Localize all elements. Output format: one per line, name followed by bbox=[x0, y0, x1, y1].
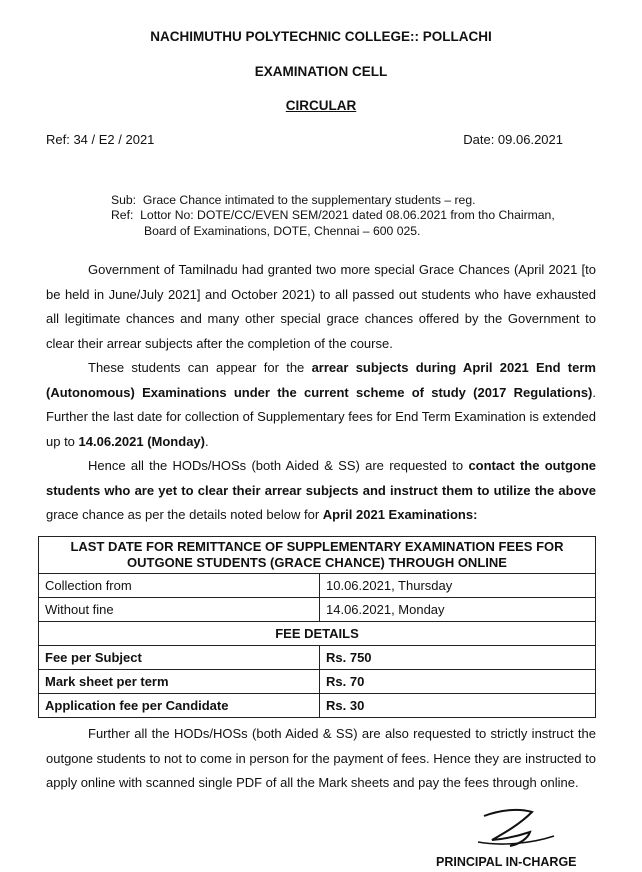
fee-value: Rs. 750 bbox=[320, 646, 596, 670]
subject-line bbox=[111, 193, 476, 209]
paragraph-3: Hence all the HODs/HOSs (both Aided & SS) are requested to contact the outgone students who are yet to clear their arrear subjects and instruct them to utilize the above grace chance as per the details noted below for April 2021 Examinations: bbox=[46, 458, 597, 522]
table-row bbox=[39, 598, 596, 622]
subject-label: Sub: bbox=[111, 193, 137, 207]
paragraph-4: Further all the HODs/HOSs (both Aided & SS) are also requested to strictly instruct the outgone students to not to come in person for the payment of fees. Hence they are instructed to apply online with scanned single PDF of all the Mark sheets and pay the fees through online. bbox=[46, 726, 596, 790]
subject-text: Grace Chance intimated to the supplementary students – reg. bbox=[142, 193, 476, 207]
closing-paragraph-wrap bbox=[46, 722, 596, 796]
signatory-title: PRINCIPAL IN-CHARGE bbox=[436, 855, 577, 869]
date-value: 10.06.2021, Thursday bbox=[320, 574, 596, 598]
fee-label: Application fee per Candidate bbox=[39, 694, 320, 718]
table-row bbox=[39, 694, 596, 718]
reference-text-1: Lottor No: DOTE/CC/EVEN SEM/2021 dated 08.06.2021 from tho Chairman, bbox=[140, 208, 555, 222]
table-row bbox=[39, 646, 596, 670]
table-header-last-date: LAST DATE FOR REMITTANCE OF SUPPLEMENTARY EXAMINATION FEES FOR OUTGONE STUDENTS (GRACE CHANCE) THROUGH ONLINE bbox=[39, 537, 596, 574]
table-header-row bbox=[39, 537, 596, 574]
date-value: 14.06.2021, Monday bbox=[320, 598, 596, 622]
table-header-fee-details: FEE DETAILS bbox=[39, 622, 596, 646]
signature-mark bbox=[470, 806, 560, 854]
fee-value: Rs. 70 bbox=[320, 670, 596, 694]
circular-date: Date: 09.06.2021 bbox=[463, 132, 563, 147]
date-label: Without fine bbox=[39, 598, 320, 622]
body-paragraphs bbox=[46, 258, 596, 528]
table-row bbox=[39, 670, 596, 694]
fee-table bbox=[38, 536, 596, 718]
date-label: Collection from bbox=[39, 574, 320, 598]
table-header-row bbox=[39, 622, 596, 646]
fee-label: Mark sheet per term bbox=[39, 670, 320, 694]
table-row bbox=[39, 574, 596, 598]
paragraph-1: Government of Tamilnadu had granted two more special Grace Chances (April 2021 [to be held in June/July 2021] and October 2021) to all passed out students who have exhausted all legitimate chances and many other special grace chances offered by the Government to clear their arrear subjects after the completion of the course. bbox=[46, 262, 596, 351]
paragraph-2: These students can appear for the arrear subjects during April 2021 End term (Autonomous) Examinations under the current scheme of study (2017 Regulations). Further the last date for collection of Supplementary fees for End Term Examination is extended up to 14.06.2021 (Monday). bbox=[46, 360, 596, 449]
fee-value: Rs. 30 bbox=[320, 694, 596, 718]
reference-text-2: Board of Examinations, DOTE, Chennai – 600 025. bbox=[144, 224, 421, 238]
college-name: NACHIMUTHU POLYTECHNIC COLLEGE:: POLLACHI bbox=[150, 29, 492, 44]
fee-label: Fee per Subject bbox=[39, 646, 320, 670]
department-title: EXAMINATION CELL bbox=[254, 64, 388, 79]
reference-number: Ref: 34 / E2 / 2021 bbox=[46, 132, 155, 147]
document-type: CIRCULAR bbox=[285, 98, 357, 113]
reference-line bbox=[111, 208, 555, 224]
reference-label: Ref: bbox=[111, 208, 134, 222]
